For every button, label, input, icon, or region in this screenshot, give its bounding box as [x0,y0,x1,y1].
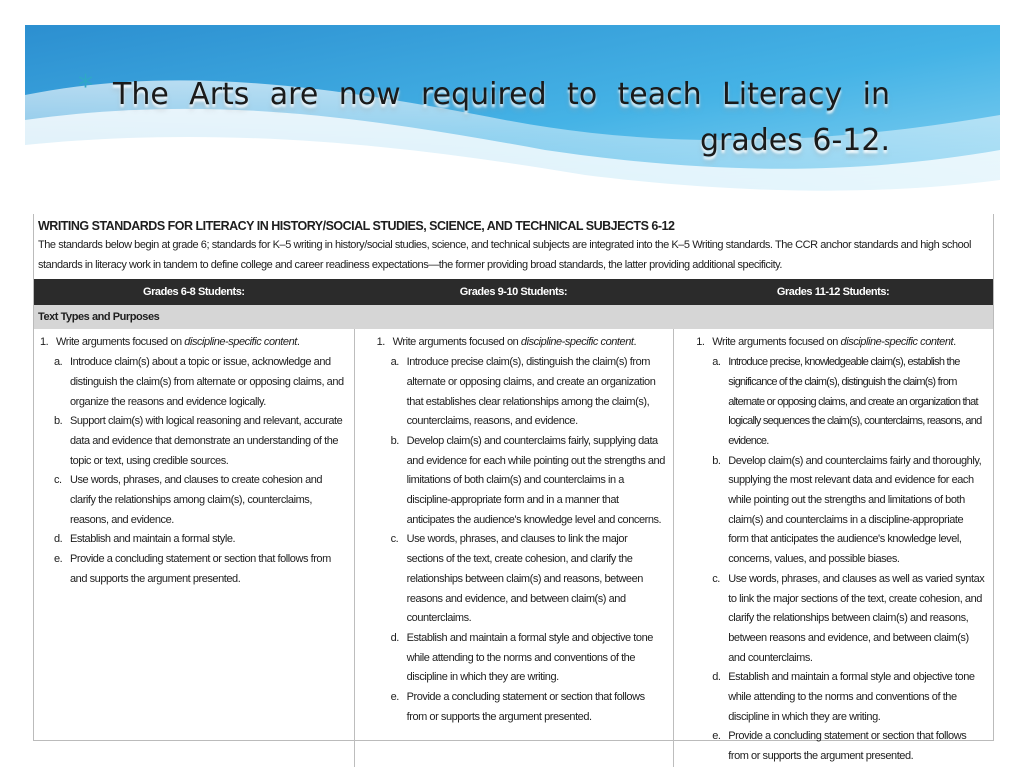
standard-item: c. Use words, phrases, and clauses as well as varied syntax to link the major sections of the text, create cohesion, and clarify the relationships between claim(s) and reasons, between reasons and evidence, and between claim(s) and counterclaims. [712,572,985,664]
standard-item: c. Use words, phrases, and clauses to create cohesion and clarify the relationships among claim(s), counterclaims, reasons, and evidence. [54,474,323,526]
standard-item: e. Provide a concluding statement or section that follows from and supports the argument presented. [54,553,331,585]
standard-item: e. Provide a concluding statement or section that follows from or supports the argument presented. [390,691,645,723]
section-heading: Text Types and Purposes [34,305,993,329]
column-grades-11-12 [673,329,993,766]
standard-number: 1. [40,336,49,349]
standard-number: 1. [376,336,385,349]
standard-item: d. Establish and maintain a formal style and objective tone while attending to the norms and conventions of the discipline in which they are writing. [712,671,975,723]
column-grades-6-8 [34,329,354,766]
column-grades-9-10 [354,329,674,766]
standard-item: e. Provide a concluding statement or section that follows from or supports the argument presented. [712,730,967,763]
grade-header-11-12: Grades 11-12 Students: [776,285,890,298]
bullet-icon: * [78,69,93,104]
standard-item: a. Introduce precise claim(s), distinguish the claim(s) from alternate or opposing claims, and create an organization that establishes clear relationships among the claim(s), counterclaims, reasons, and evidence. [390,356,656,428]
standards-columns [34,329,993,766]
slide-title: The Arts are now required to teach Literacy in grades 6-12. [113,77,890,158]
standard-item: c. Use words, phrases, and clauses to link the major sections of the text, create cohesion, and clarify the relationships between claim(s) and reasons, between reasons and evidence, and between claim(s) and counterclaims. [390,533,643,625]
grade-header-6-8: Grades 6-8 Students: [142,285,245,298]
standard-item: a. Introduce precise, knowledgeable claim(s), establish the significance of the claim(s), distinguish the claim(s) from alternate or opposing claims, and create an organization that logically sequences the claim(s), counterclaims, reasons, and evidence. [712,356,982,447]
standard-lead: 1. Write arguments focused on discipline-specific content. [674,333,993,353]
standard-item: b. Develop claim(s) and counterclaims fairly and thoroughly, supplying the most relevant data and evidence for each while pointing out the strengths and limitations of both claim(s) and counterclaims in a discipline-appropriate form that anticipates the audience's knowledge level, concerns, values, and possible biases. [712,454,982,566]
title-area [78,69,890,164]
standards-document [33,214,994,763]
standard-item: a. Introduce claim(s) about a topic or issue, acknowledge and distinguish the claim(s) from alternate or opposing claims, and organize the reasons and evidence logically. [54,356,344,408]
standard-item: d. Establish and maintain a formal style. [54,533,236,546]
standard-item: b. Develop claim(s) and counterclaims fairly, supplying data and evidence for each while pointing out the strengths and limitations of both claim(s) and counterclaims in a discipline-appropriate form and in a manner that anticipates the audience's knowledge level and concerns. [390,434,665,526]
document-title: WRITING STANDARDS FOR LITERACY IN HISTORY/SOCIAL STUDIES, SCIENCE, AND TECHNICAL SUBJECTS 6-12 [38,219,675,233]
standard-number: 1. [696,336,705,349]
standard-item: d. Establish and maintain a formal style and objective tone while attending to the norms and conventions of the discipline in which they are writing. [390,631,653,684]
standard-lead: 1. Write arguments focused on discipline-specific content. [34,333,354,353]
standard-item: b. Support claim(s) with logical reasoning and relevant, accurate data and evidence that demonstrate an understanding of the topic or text, using credible sources. [54,415,343,467]
document-intro: The standards below begin at grade 6; standards for K–5 writing in history/social studies, science, and technical subjects are integrated into the K–5 Writing standards. The CCR anchor standards and high school standards in literacy work in tandem to define college and career readiness expectations—the former providing broad standards, the latter providing additional specificity. [38,239,971,271]
standard-lead: 1. Write arguments focused on discipline-specific content. [355,333,674,353]
grade-header-row [34,279,993,305]
grade-header-9-10: Grades 9-10 Students: [459,285,568,298]
